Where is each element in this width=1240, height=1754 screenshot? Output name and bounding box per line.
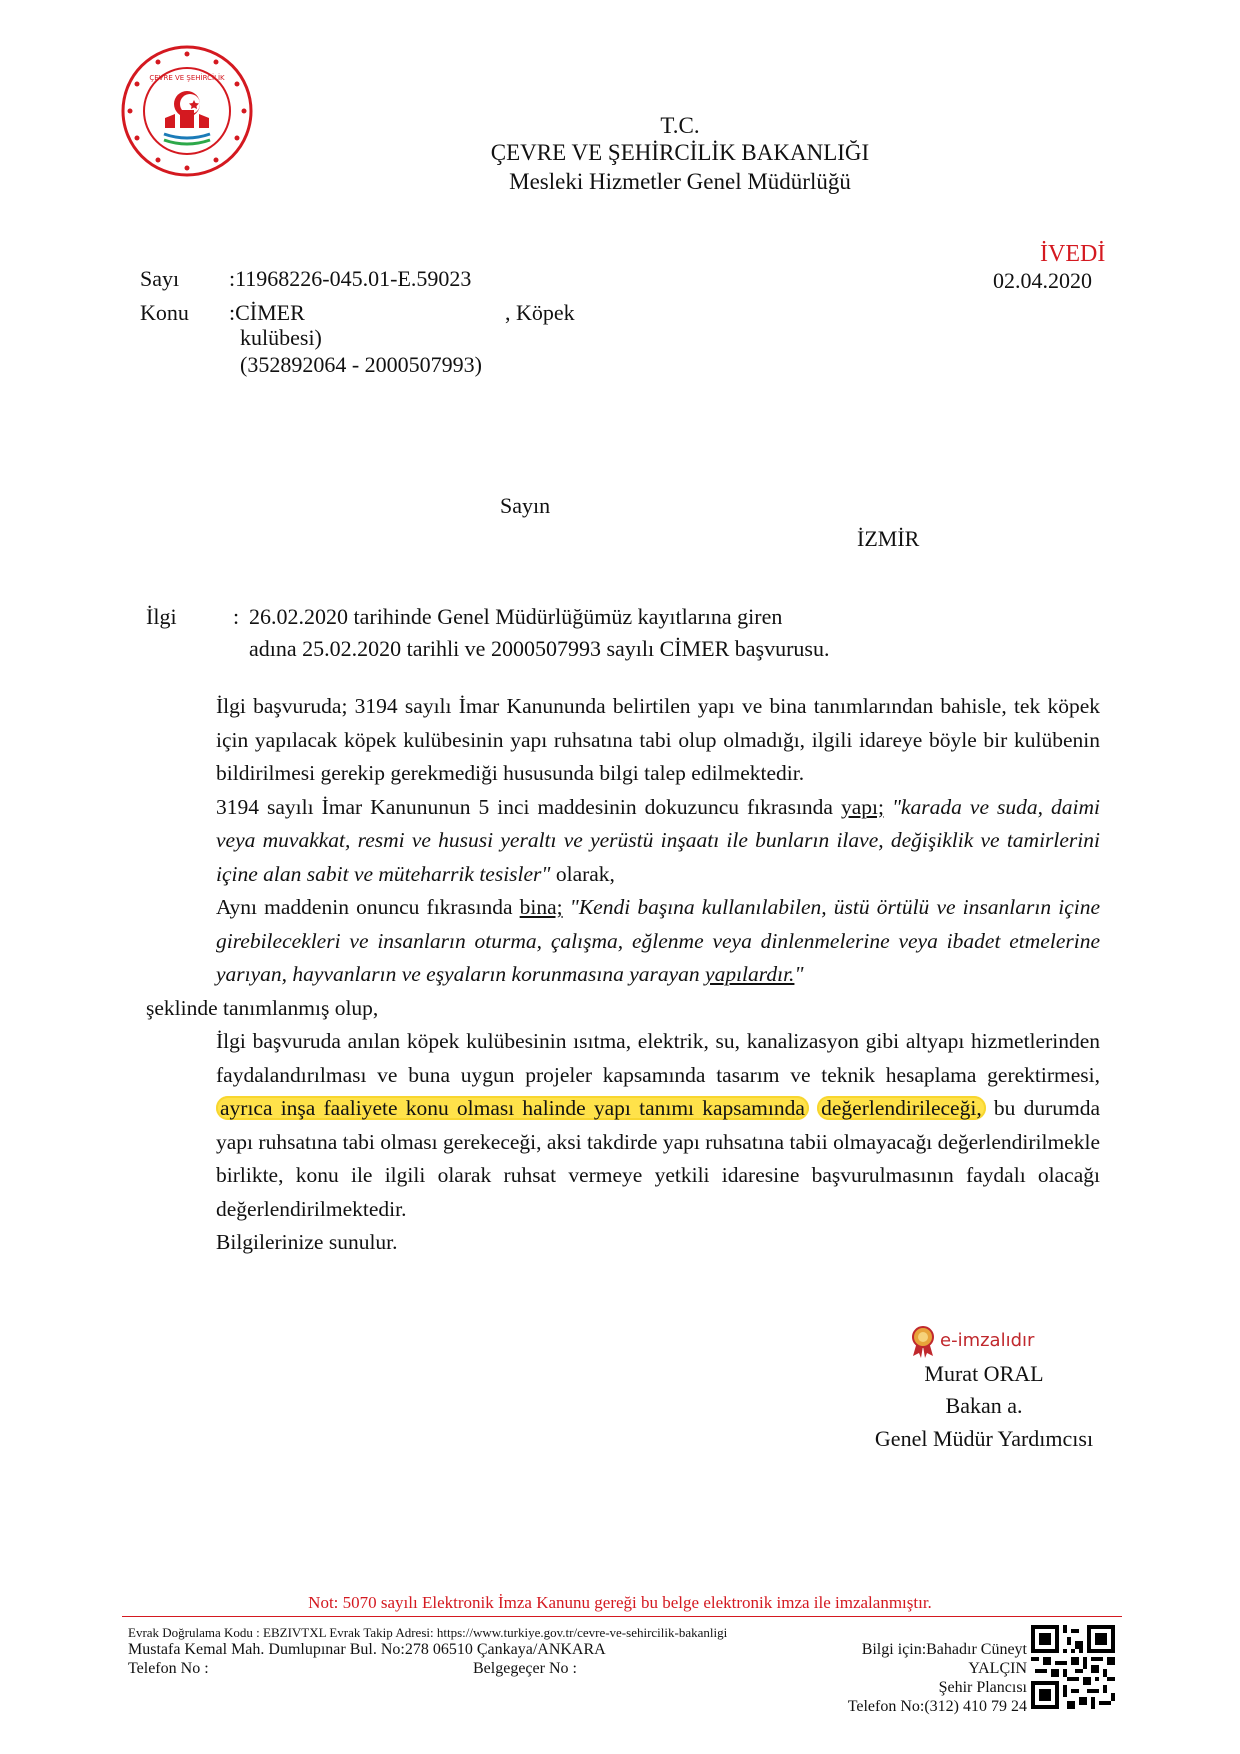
ilgi-line2: adına 25.02.2020 tarihli ve 2000507993 sayılı CİMER başvurusu. [249,636,830,661]
phone-label: Telefon No : [128,1660,209,1677]
sayi-label: Sayı [140,266,180,291]
footer-divider [122,1616,1122,1617]
sayi-value: :11968226-045.01-E.59023 [229,266,472,291]
signer-role-2: Genel Müdür Yardımcısı [874,1426,1094,1451]
paragraph-1: İlgi başvuruda; 3194 sayılı İmar Kanununda belirtilen yapı ve bina tanımlarından bahisle, tek köpek için yapılacak köpek kulübesinin yapı ruhsatına tabi olup olmadığı, ilgili idareye böyle bir kulübenin bildirilmesi gerekip gerekmediği hususunda bilgi talep edilmektedir. [216,694,1100,785]
award-ribbon-icon [910,1326,936,1358]
e-signature-note: Not: 5070 sayılı Elektronik İmza Kanunu gereği bu belge elektronik imza ile imzalanmıştır. [308,1593,932,1612]
addressee-city: İZMİR [857,526,920,551]
p3-term: bina; [519,895,563,919]
highlight-2: değerlendirileceği, [817,1096,986,1120]
body-text [146,690,1100,1260]
address-line: Mustafa Kemal Mah. Dumlupınar Bul. No:278 06510 Çankaya/ANKARA [128,1641,606,1658]
konu-line2: kulübesi) [240,325,322,350]
verification-line: Evrak Doğrulama Kodu : EBZIVTXL Evrak Takip Adresi: https://www.turkiye.gov.tr/cevre-ve-sehircilik-bakanligi [128,1625,728,1640]
ilgi-label: İlgi [146,604,177,629]
konu-line1: :CİMER [229,300,305,325]
p2-quote: "karada ve suda, daimi veya muvakkat, resmi ve hususi yeraltı ve yerüstü inşaatı ile bunların ilave, değişiklik ve tamirlerini içine alan sabit ve müteharrik tesisler" [216,794,1100,886]
info-surname: YALÇIN [968,1660,1027,1677]
paragraph-3-end: şeklinde tanımlanmış olup, [146,995,379,1020]
p3-quote-end: " [794,962,804,986]
p3-quote-underlined: yapılardır. [705,962,795,986]
konu-line1b: , Köpek [505,300,575,325]
ilgi-line1: 26.02.2020 tarihinde Genel Müdürlüğümüz kayıtlarına giren [249,604,783,629]
p4-rest: bu durumda yapı ruhsatına tabi olması gerekeceği, aksi takdirde yapı ruhsatına tabii olmayacağı değerlendirilmekle birlikte, konu ile ilgili olarak ruhsat vermeye yetkili idaresine başvurulmasının faydalı olacağı değerlendirilmektedir. [216,1096,1101,1221]
paragraph-4 [146,1025,1100,1226]
header-tc: T.C. [660,113,700,138]
paragraph-5: Bilgilerinize sunulur. [216,1230,398,1254]
p2-end: olarak, [550,861,615,886]
fax-label: Belgegeçer No : [473,1660,577,1677]
addressee-line1: Sayın [500,493,551,518]
ilgi-colon: : [233,604,240,629]
info-title: Şehir Plancısı [938,1679,1027,1696]
info-contact: Bilgi için:Bahadır Cüneyt [861,1641,1027,1658]
p3-intro: Aynı maddenin onuncu fıkrasında [216,895,520,919]
p3-quote: "Kendi başına kullanılabilen, üstü örtülü ve insanların içine girebilecekleri ve insanların oturma, çalışma, eğlenme veya dinlenmelerine veya ibadet etmelerine yarıyan, hayvanların ve eşyaların korunmasına yarayan [216,895,1101,986]
signer-name: Murat ORAL [924,1361,1044,1386]
qr-code-icon [1031,1625,1115,1709]
info-phone: Telefon No:(312) 410 79 24 [847,1698,1027,1715]
svg-text:ÇEVRE VE ŞEHİRCİLİK: ÇEVRE VE ŞEHİRCİLİK [149,74,225,82]
highlight-1: ayrıca inşa faaliyete konu olması halinde yapı tanımı kapsamında [216,1096,809,1120]
header-department: Mesleki Hizmetler Genel Müdürlüğü [509,169,851,194]
p4-intro: İlgi başvuruda anılan köpek kulübesinin ısıtma, elektrik, su, kanalizasyon gibi altyapı hizmetlerinden faydalandırılması ve buna uygun projeler kapsamında tasarım ve teknik hesaplama gerektirmesi, [216,1029,1100,1087]
header-ministry: ÇEVRE VE ŞEHİRCİLİK BAKANLIĞI [490,140,870,165]
p2-intro: 3194 sayılı İmar Kanununun 5 inci maddesinin dokuzuncu fıkrasında [216,794,841,819]
e-signed-badge: e-imzalıdır [940,1330,1035,1351]
paragraph-3 [146,891,1100,992]
konu-line3: (352892064 - 2000507993) [240,352,482,377]
p2-term: yapı; [840,794,884,819]
document-date: 02.04.2020 [993,268,1092,293]
priority-label: İVEDİ [1040,241,1106,267]
konu-label: Konu [140,300,189,325]
paragraph-2 [146,791,1100,892]
signer-role-1: Bakan a. [945,1393,1023,1418]
